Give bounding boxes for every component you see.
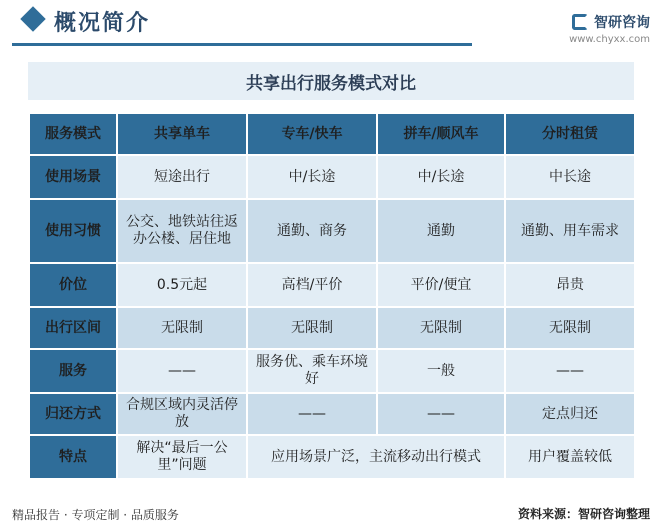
table-cell: —— <box>117 349 247 393</box>
row-label: 使用场景 <box>29 155 117 199</box>
table-cell: 无限制 <box>377 307 505 349</box>
table-cell: 高档/平价 <box>247 263 377 307</box>
table-cell: —— <box>505 349 635 393</box>
table-cell: 无限制 <box>247 307 377 349</box>
row-label: 特点 <box>29 435 117 479</box>
table-cell: —— <box>247 393 377 435</box>
brand-url[interactable]: www.chyxx.com <box>569 34 650 45</box>
table-cell: 短途出行 <box>117 155 247 199</box>
table-row <box>29 349 635 393</box>
row-label: 出行区间 <box>29 307 117 349</box>
table-cell: 用户覆盖较低 <box>505 435 635 479</box>
table-cell: 公交、地铁站往返办公楼、居住地 <box>117 199 247 263</box>
table-cell: 平价/便宜 <box>377 263 505 307</box>
table-header-row <box>29 113 635 155</box>
table-cell: 通勤、用车需求 <box>505 199 635 263</box>
table-cell: 合规区域内灵活停放 <box>117 393 247 435</box>
row-label: 服务 <box>29 349 117 393</box>
comparison-table <box>28 112 636 480</box>
row-label: 归还方式 <box>29 393 117 435</box>
row-label: 使用习惯 <box>29 199 117 263</box>
table-cell: 一般 <box>377 349 505 393</box>
footer-source: 资料来源：智研咨询整理 <box>517 507 650 521</box>
footer <box>0 502 664 524</box>
brand-name: 智研咨询 <box>594 15 650 31</box>
table-caption: 共享出行服务模式对比 <box>28 62 634 100</box>
table-cell: 无限制 <box>505 307 635 349</box>
header-cell: 专车/快车 <box>247 113 377 155</box>
header <box>0 0 664 50</box>
header-cell: 服务模式 <box>29 113 117 155</box>
table-cell: 通勤、商务 <box>247 199 377 263</box>
table-cell: 通勤 <box>377 199 505 263</box>
table-cell: 中/长途 <box>377 155 505 199</box>
table-cell: 服务优、乘车环境好 <box>247 349 377 393</box>
table-row <box>29 263 635 307</box>
table-row <box>29 155 635 199</box>
table-cell: —— <box>377 393 505 435</box>
header-cell: 拼车/顺风车 <box>377 113 505 155</box>
page-title: 概况简介 <box>54 11 151 36</box>
diamond-icon <box>20 6 45 31</box>
table-cell: 无限制 <box>117 307 247 349</box>
brand-logo-icon <box>572 14 588 30</box>
table-cell: 应用场景广泛，主流移动出行模式 <box>247 435 505 479</box>
table-row <box>29 307 635 349</box>
header-divider <box>12 43 472 46</box>
table-row <box>29 199 635 263</box>
table-cell: 解决“最后一公里”问题 <box>117 435 247 479</box>
table-row <box>29 435 635 479</box>
table-cell: 中/长途 <box>247 155 377 199</box>
table-cell: 昂贵 <box>505 263 635 307</box>
header-cell: 共享单车 <box>117 113 247 155</box>
brand[interactable] <box>569 12 650 45</box>
table-row <box>29 393 635 435</box>
table-cell: 中长途 <box>505 155 635 199</box>
header-cell: 分时租赁 <box>505 113 635 155</box>
table-cell: 定点归还 <box>505 393 635 435</box>
row-label: 价位 <box>29 263 117 307</box>
table-cell: 0.5元起 <box>117 263 247 307</box>
footer-tagline: 精品报告 · 专项定制 · 品质服务 <box>12 508 179 522</box>
